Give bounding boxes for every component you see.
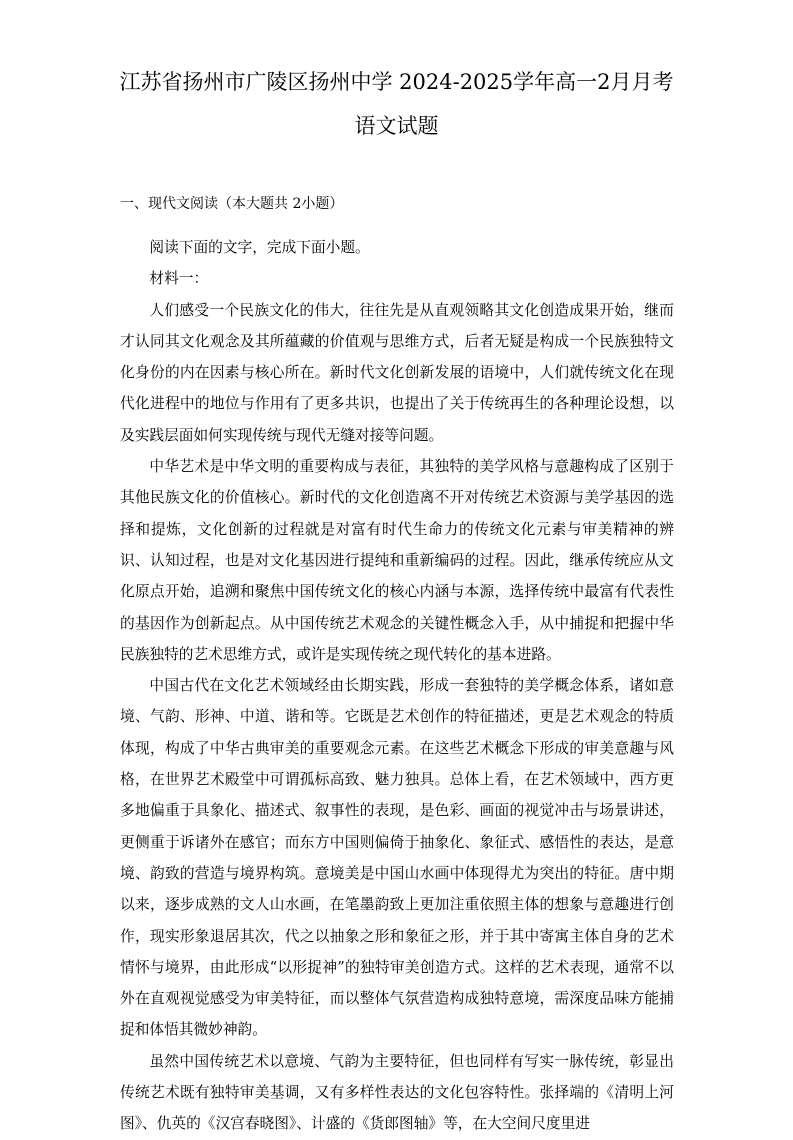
paragraph: 中国古代在文化艺术领域经由长期实践，形成一套独特的美学概念体系，诸如意境、气韵、形神、中道、谐和等。它既是艺术创作的特征描述，更是艺术观念的特质体现，构成了中华古典审美的重要观念元素。在这些艺术概念下形成的审美意趣与风格，在世界艺术殿堂中可谓孤标高致、魅力独具。总体上看，在艺术领域中，西方更多地偏重于具象化、描述式、叙事性的表现，是色彩、画面的视觉冲击与场景讲述，更侧重于诉诸外在感官；而东方中国则偏倚于抽象化、象征式、感悟性的表达，是意境、韵致的营造与境界构筑。意境美是中国山水画中体现得尤为突出的特征。唐中期以来，逐步成熟的文人山水画，在笔墨韵致上更加注重依照主体的想象与意趣进行创作，现实形象退居其次，代之以抽象之形和象征之形，并于其中寄寓主体自身的艺术情怀与境界，由此形成“以形捉神”的独特审美创造方式。这样的艺术表现，通常不以外在直观视觉感受为审美特征，而以整体气氛营造构成独特意境，需深度品味方能捕捉和体悟其微妙神韵。: [120, 677, 674, 1039]
paragraph: 中华艺术是中华文明的重要构成与表征，其独特的美学风格与意趣构成了区别于其他民族文化的价值核心。新时代的文化创造离不开对传统艺术资源与美学基因的选择和提炼，文化创新的过程就是对富有时代生命力的传统文化元素与审美精神的辨识、认知过程，也是对文化基因进行提纯和重新编码的过程。因此，继承传统应从文化原点开始，追溯和聚焦中国传统文化的核心内涵与本源，选择传统中最富有代表性的基因作为创新起点。从中国传统艺术观念的关键性概念入手，从中捕捉和把握中华民族独特的艺术思维方式，或许是实现传统之现代转化的基本进路。: [120, 458, 674, 663]
document-title-line1: 江苏省扬州市广陵区扬州中学 2024-2025学年高一2月月考: [119, 70, 674, 94]
document-title-line2: 语文试题: [354, 114, 439, 138]
section-heading: 一、现代文阅读（本大题共 2小题）: [120, 196, 344, 212]
material-label: 材料一：: [149, 270, 209, 288]
instruction-text: 阅读下面的文字，完成下面小题。: [149, 239, 370, 256]
paragraph: 人们感受一个民族文化的伟大，往往先是从直观领略其文化创造成果开始，继而才认同其文化观念及其所蕴藏的价值观与思维方式，后者无疑是构成一个民族独特文化身份的内在因素与核心所在。新时代文化创新发展的语境中，人们就传统文化在现代化进程中的地位与作用有了更多共识，也提出了关于传统再生的各种理论设想，以及实践层面如何实现传统与现代无缝对接等问题。: [120, 301, 674, 444]
reading-passage: [120, 232, 674, 1140]
paragraph: 虽然中国传统艺术以意境、气韵为主要特征，但也同样有写实一脉传统，彰显出传统艺术既有独特审美基调，又有多样性表达的文化包容特性。张择端的《清明上河图》、仇英的《汉宫春晓图》、计盛的《货郎图轴》等，在大空间尺度里进: [120, 1052, 674, 1133]
